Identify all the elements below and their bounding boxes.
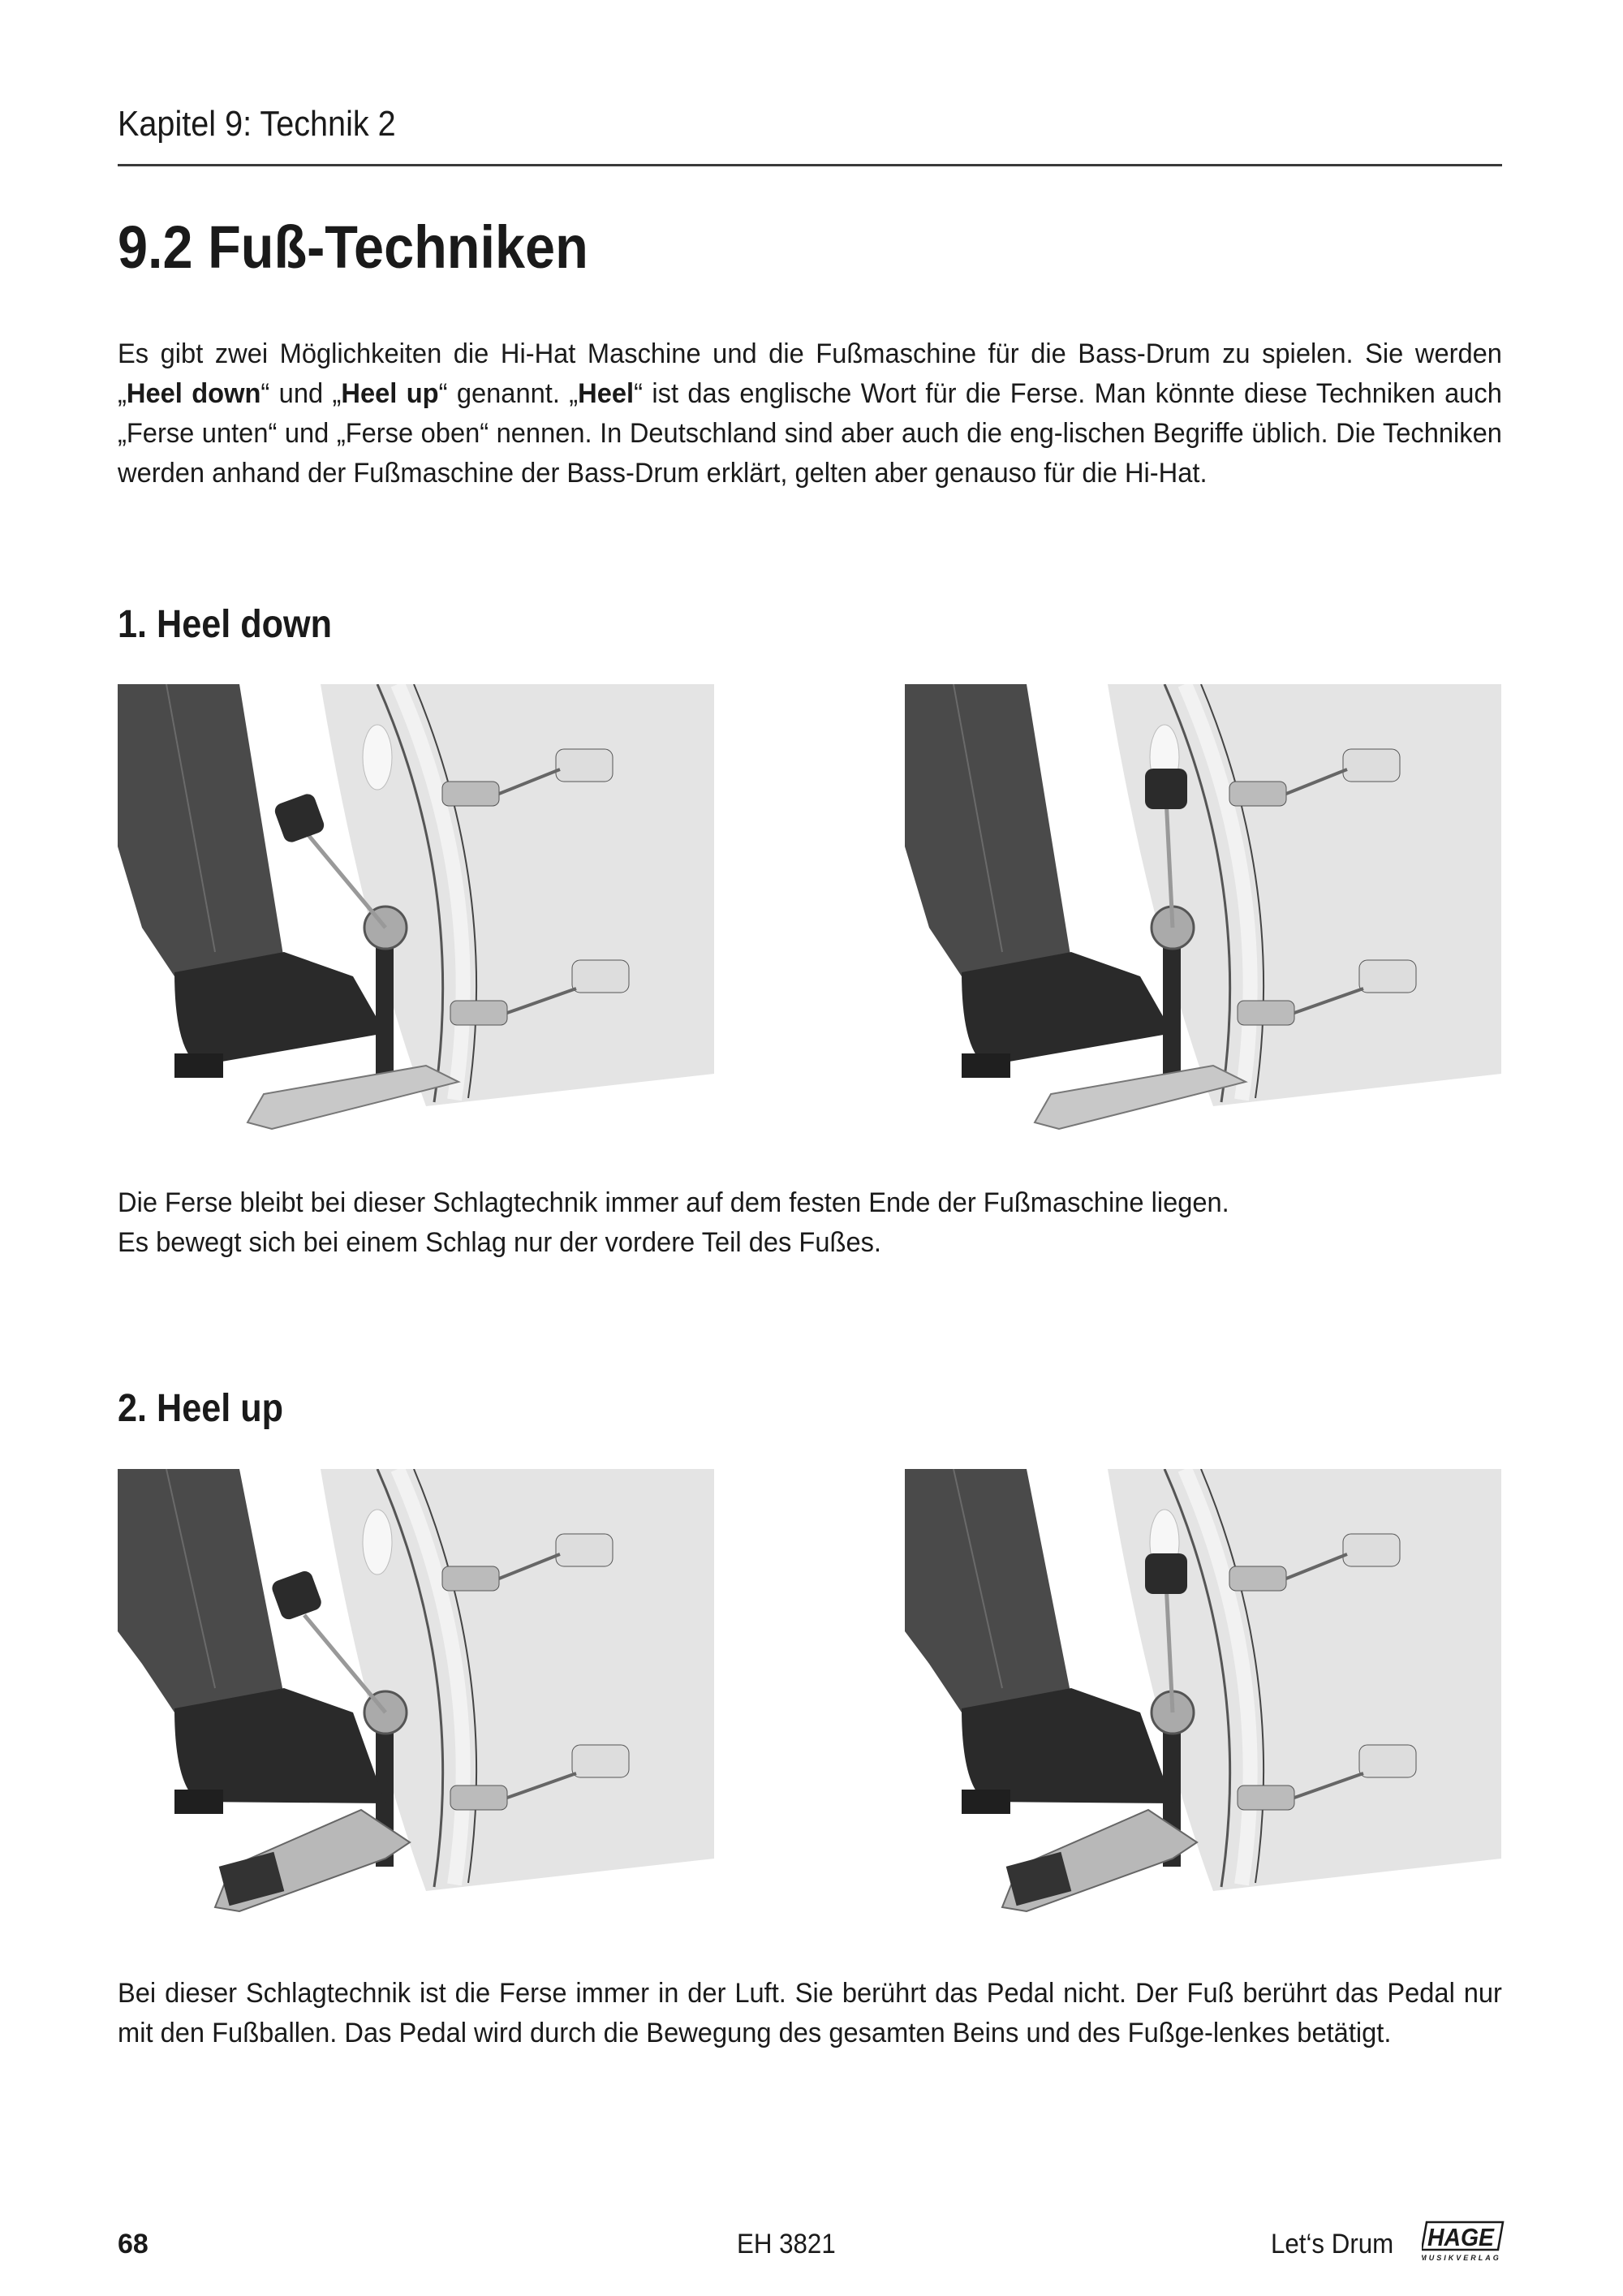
photo-heel-down-1 [118, 684, 714, 1132]
edition-code: EH 3821 [737, 2229, 836, 2259]
intro-text: “ genannt. „ [438, 378, 579, 409]
svg-text:HAGE: HAGE [1427, 2223, 1496, 2251]
heading-heel-down: 1. Heel down [118, 603, 333, 646]
page-number: 68 [118, 2229, 149, 2259]
photo-heel-up-2 [905, 1469, 1501, 1917]
svg-text:MUSIKVERLAG: MUSIKVERLAG [1422, 2254, 1501, 2262]
intro-paragraph [118, 334, 1502, 493]
section-title: 9.2 Fuß-Techniken [118, 213, 588, 281]
caption-heel-up: Bei dieser Schlagtechnik ist die Ferse immer in der Luft. Sie berührt das Pedal nicht. Der Fuß berührt das Pedal nur mit den Fußballen. Das Pedal wird durch die Bewegung des gesamten Beins und des Fußge-lenkes betätigt. [118, 1978, 1502, 2048]
drum-pedal-illustration [118, 684, 714, 1132]
photo-heel-up-1 [118, 1469, 714, 1917]
intro-bold-term: Heel [578, 378, 635, 409]
intro-text: “ ist das englische Wort für die Ferse. Man könnte diese Techniken auch „Ferse unten“ und „Ferse oben“ nennen. In Deutschland sind aber auch die eng-lischen Begriffe üblich. Die Techniken werden anhand der Fußmaschine der Bass-Drum erklärt, gelten aber genauso für die Hi-Hat. [118, 378, 1502, 489]
publisher-logo [1422, 2221, 1505, 2263]
header-rule [118, 164, 1502, 166]
intro-bold-term: Heel down [126, 378, 261, 409]
intro-text: “ und „ [260, 378, 342, 409]
drum-pedal-illustration [905, 1469, 1501, 1917]
caption-heel-down-line-2: Es bewegt sich bei einem Schlag nur der vordere Teil des Fußes. [118, 1227, 882, 1258]
drum-pedal-illustration [905, 684, 1501, 1132]
photo-heel-down-2 [905, 684, 1501, 1132]
intro-bold-term: Heel up [341, 378, 439, 409]
drum-pedal-illustration [118, 1469, 714, 1917]
running-head: Kapitel 9: Technik 2 [118, 104, 396, 144]
heading-heel-up: 2. Heel up [118, 1387, 284, 1430]
intro-text: Es gibt zwei Möglichkeiten die Hi-Hat Maschine und die Fußmaschine für die Bass-Drum zu spielen. Sie werden „ [118, 338, 1502, 409]
book-title: Let‘s Drum [1271, 2229, 1394, 2259]
caption-heel-down-line-1: Die Ferse bleibt bei dieser Schlagtechnik immer auf dem festen Ende der Fußmaschine liegen. [118, 1187, 1229, 1218]
